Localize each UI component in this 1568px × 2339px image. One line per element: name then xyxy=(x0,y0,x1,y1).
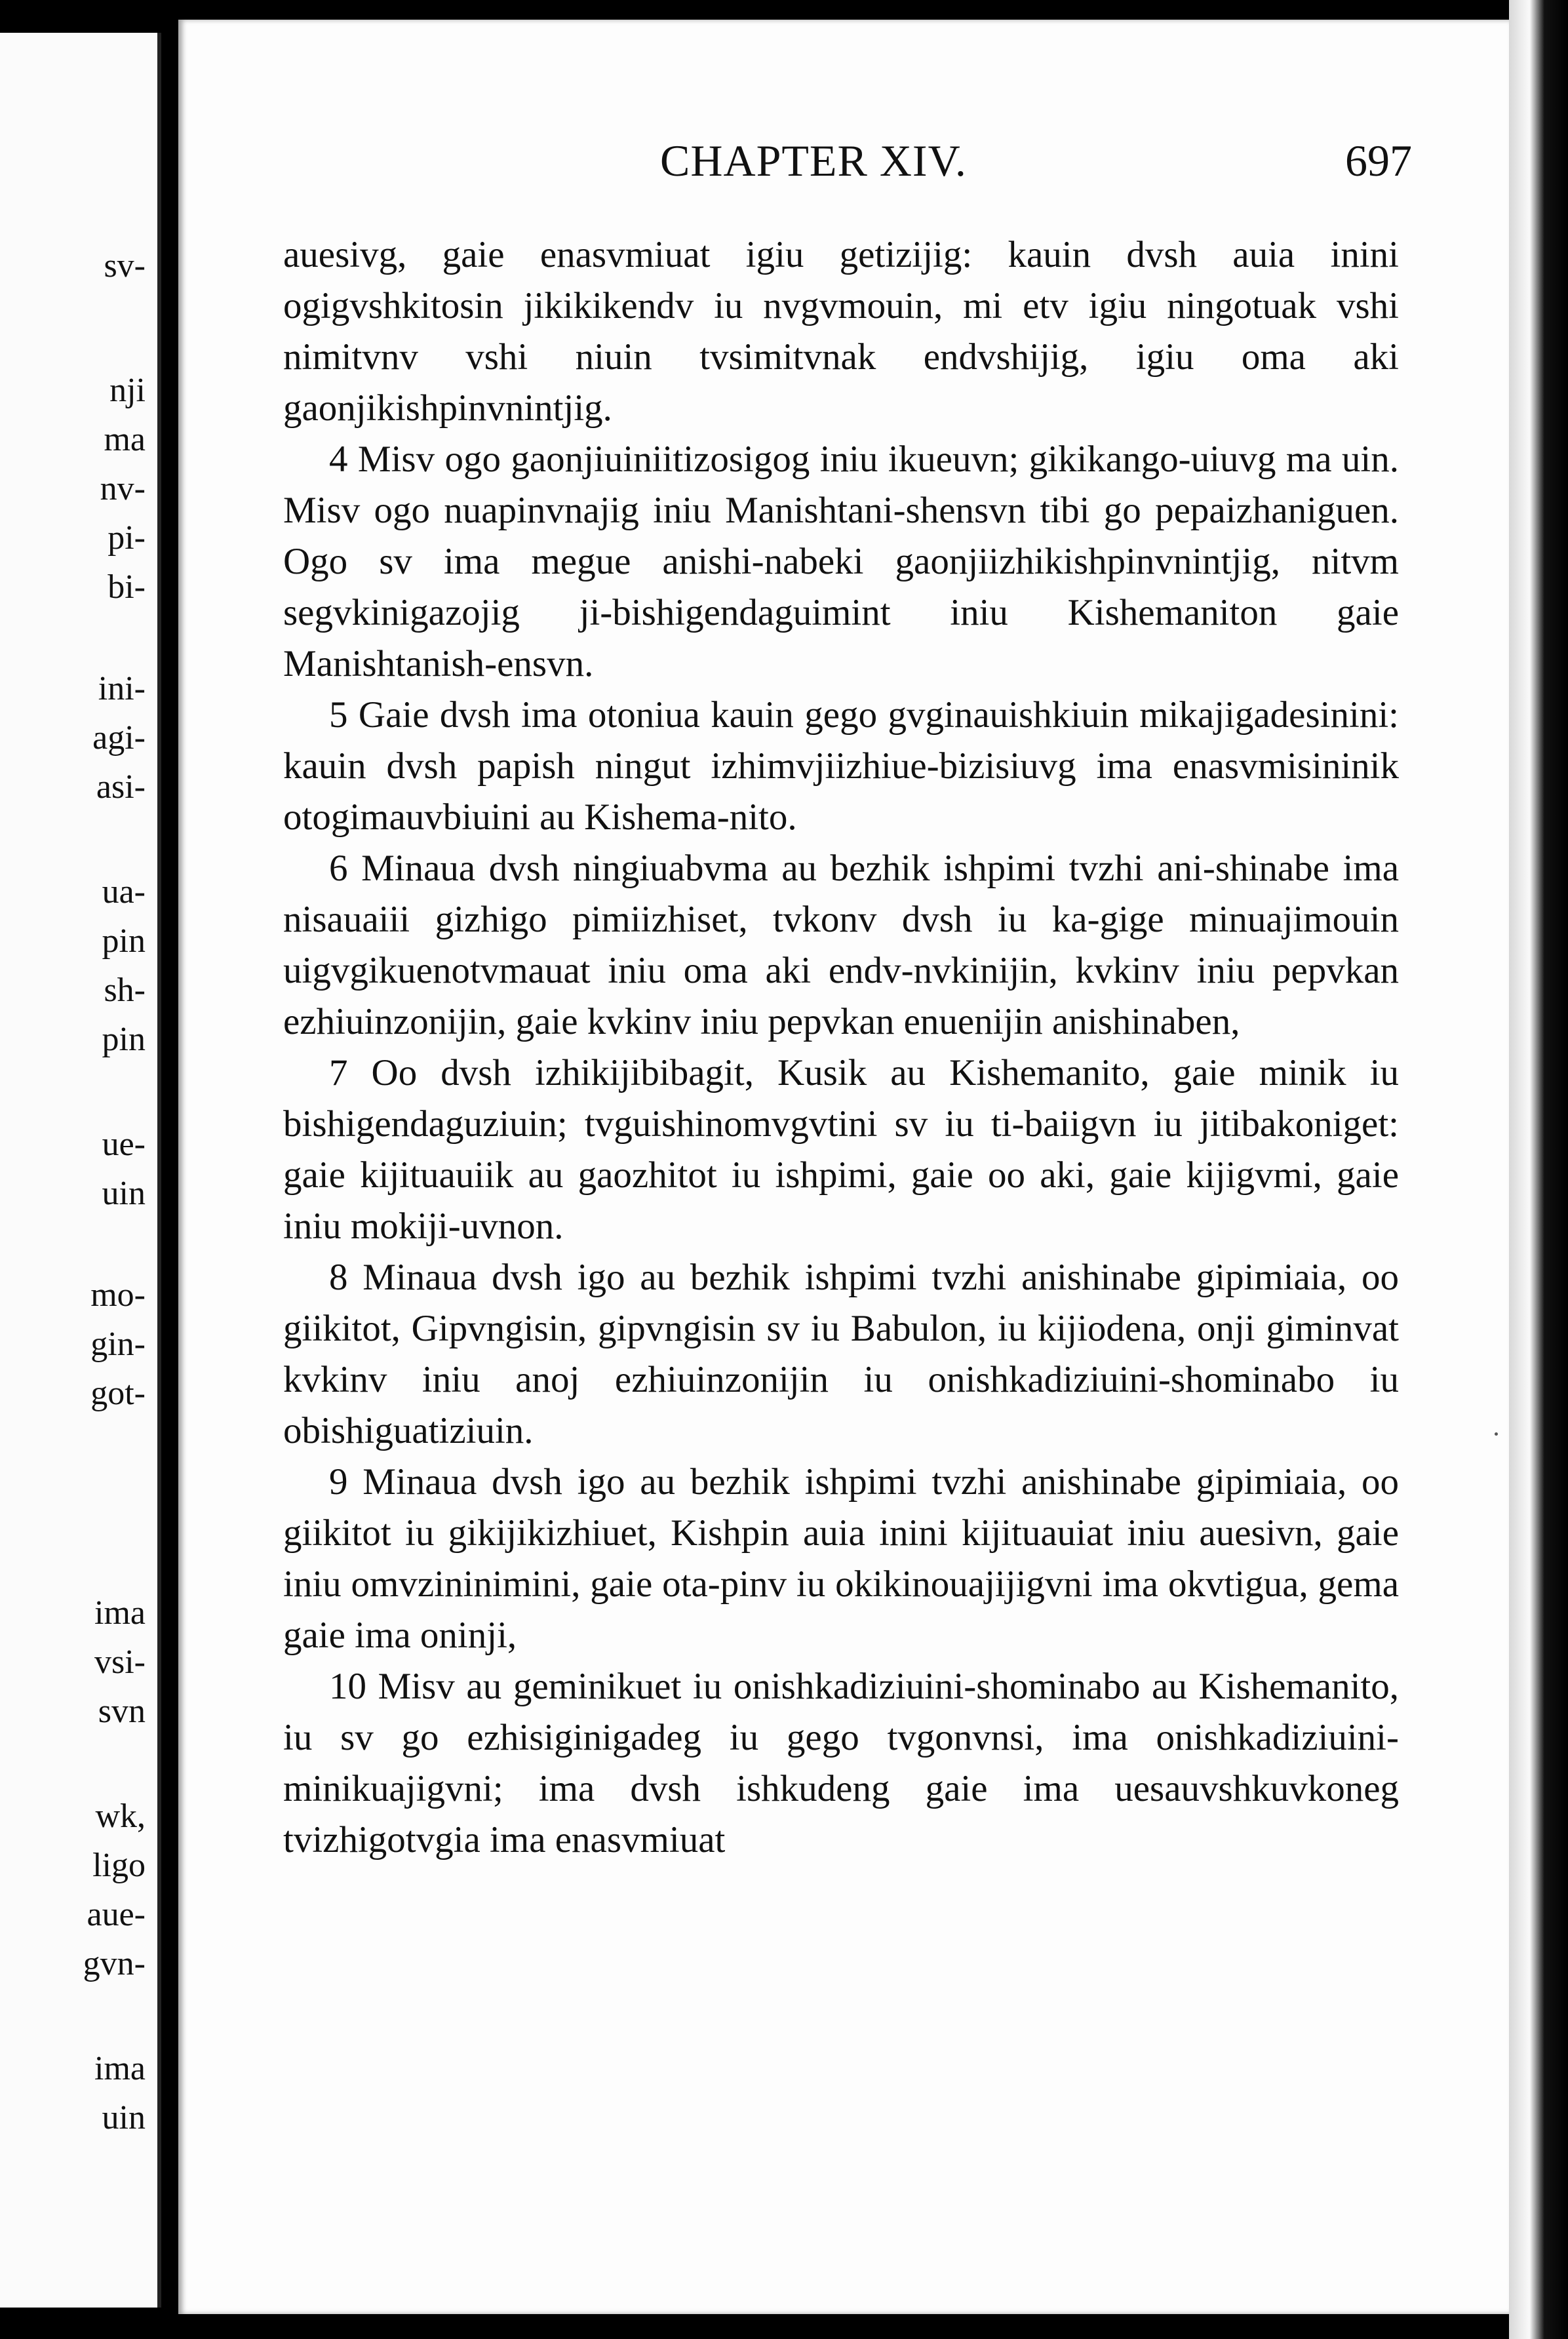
left-page-line-fragment: ima xyxy=(94,2050,146,2087)
left-page-line-fragment: ma xyxy=(104,421,146,458)
paragraph-verse-7: 7 Oo dvsh izhikijibibagit, Kusik au Kishemanito, gaie minik iu bishigendaguziuin; tvguishinomvgvtini sv iu ti-baiigvn iu jitibakoniget: gaie kijituauiik au gaozhitot iu ishpimi, gaie oo aki, gaie kijigvmi, gaie iniu mokiji-uvnon. xyxy=(283,1052,1399,1247)
page-body xyxy=(283,229,1399,1866)
running-header xyxy=(178,135,1509,194)
left-page-line-fragment: bi- xyxy=(108,568,146,606)
left-page-line-fragment: vsi- xyxy=(94,1643,146,1681)
left-page-line-fragment: wk, xyxy=(95,1798,146,1835)
left-page-line-fragment: got- xyxy=(90,1375,146,1412)
book-page xyxy=(178,20,1509,2314)
left-page-line-fragment: sh- xyxy=(104,972,146,1009)
paragraph-verse-8: 8 Minaua dvsh igo au bezhik ishpimi tvzhi anishinabe gipimiaia, oo giikitot, Gipvngisin, gipvngisin sv iu Babulon, iu kijiodena, onji giminvat kvkinv iniu anoj ezhiuinzonijin iu onishkadiziuini-shominabo iu obishiguatiziuin. xyxy=(283,1257,1399,1451)
paragraph-verse-5: 5 Gaie dvsh ima otoniua kauin gego gvginauishkiuin mikajigadesinini: kauin dvsh papish ningut izhimvjiizhiue-bizisiuvg ima enasvmisininik otogimauvbiuini au Kishema-nito. xyxy=(283,694,1399,838)
left-facing-page xyxy=(0,33,161,2308)
page-number: 697 xyxy=(1345,136,1412,186)
chapter-title: CHAPTER XIV. xyxy=(660,136,967,186)
left-page-line-fragment: agi- xyxy=(92,719,146,757)
left-page-line-fragment: pin xyxy=(102,1021,146,1058)
left-page-line-fragment: nv- xyxy=(100,470,146,507)
paragraph-continuation: auesivg, gaie enasvmiuat igiu getizijig: kauin dvsh auia inini ogigvshkitosin jikikikendv iu nvgvmouin, mi etv igiu ningotuak vshi nimitvnv vshi niuin tvsimitvnak endvshijig, igiu oma aki gaonjikishpinvnintjig. xyxy=(283,234,1399,429)
left-page-line-fragment: nji xyxy=(109,372,146,409)
left-page-line-fragment: uin xyxy=(102,2099,146,2136)
left-page-line-fragment: ue- xyxy=(102,1126,146,1163)
left-page-line-fragment: sv- xyxy=(104,247,146,285)
left-page-line-fragment: ima xyxy=(94,1594,146,1632)
left-page-line-fragment: gin- xyxy=(90,1326,146,1363)
left-page-line-fragment: asi- xyxy=(96,768,146,806)
left-page-line-fragment: ligo xyxy=(92,1847,146,1884)
left-page-line-fragment: svn xyxy=(98,1693,146,1730)
left-page-line-fragment: aue- xyxy=(87,1896,146,1933)
left-page-line-fragment: pin xyxy=(102,922,146,960)
left-page-line-fragment: mo- xyxy=(90,1276,146,1314)
scan-speck xyxy=(1495,1432,1498,1436)
left-page-line-fragment: ini- xyxy=(98,670,146,707)
page-edge-shadow xyxy=(1509,0,1568,2339)
paragraph-verse-9: 9 Minaua dvsh igo au bezhik ishpimi tvzhi anishinabe gipimiaia, oo giikitot iu gikijikizhiuet, Kishpin auia inini kijituauiat iniu auesivn, gaie iniu omvzininimini, gaie ota-pinv iu okikinouajijigvni ima okvtigua, gema gaie ima oninji, xyxy=(283,1461,1399,1656)
left-page-line-fragment: gvn- xyxy=(83,1945,146,1982)
left-page-line-fragment: ua- xyxy=(102,873,146,911)
paragraph-verse-10: 10 Misv au geminikuet iu onishkadiziuini-shominabo au Kishemanito, iu sv go ezhisiginigadeg iu gego tvgonvnsi, ima onishkadiziuini-minikuajigvni; ima dvsh ishkudeng gaie ima uesauvshkuvkoneg tvizhigotvgia ima enasvmiuat xyxy=(283,1666,1399,1860)
left-page-line-fragment: pi- xyxy=(108,519,146,557)
paragraph-verse-4: 4 Misv ogo gaonjiuiniitizosigog iniu ikueuvn; gikikango-uiuvg ma uin. Misv ogo nuapinvnajig iniu Manishtani-shensvn tibi go pepaizhaniguen. Ogo sv ima megue anishi-nabeki gaonjiizhikishpinvnintjig, nitvm segvkinigazojig ji-bishigendaguimint iniu Kishemaniton gaie Manishtanish-ensvn. xyxy=(283,439,1399,684)
left-page-line-fragment: uin xyxy=(102,1175,146,1212)
paragraph-verse-6: 6 Minaua dvsh ningiuabvma au bezhik ishpimi tvzhi ani-shinabe ima nisauaiii gizhigo pimiizhiset, tvkonv dvsh iu ka-gige minuajimouin uigvgikuenotvmauat iniu oma aki endv-nvkinijin, kvkinv iniu pepvkan ezhiuinzonijin, gaie kvkinv iniu pepvkan enuenijin anishinaben, xyxy=(283,848,1399,1042)
